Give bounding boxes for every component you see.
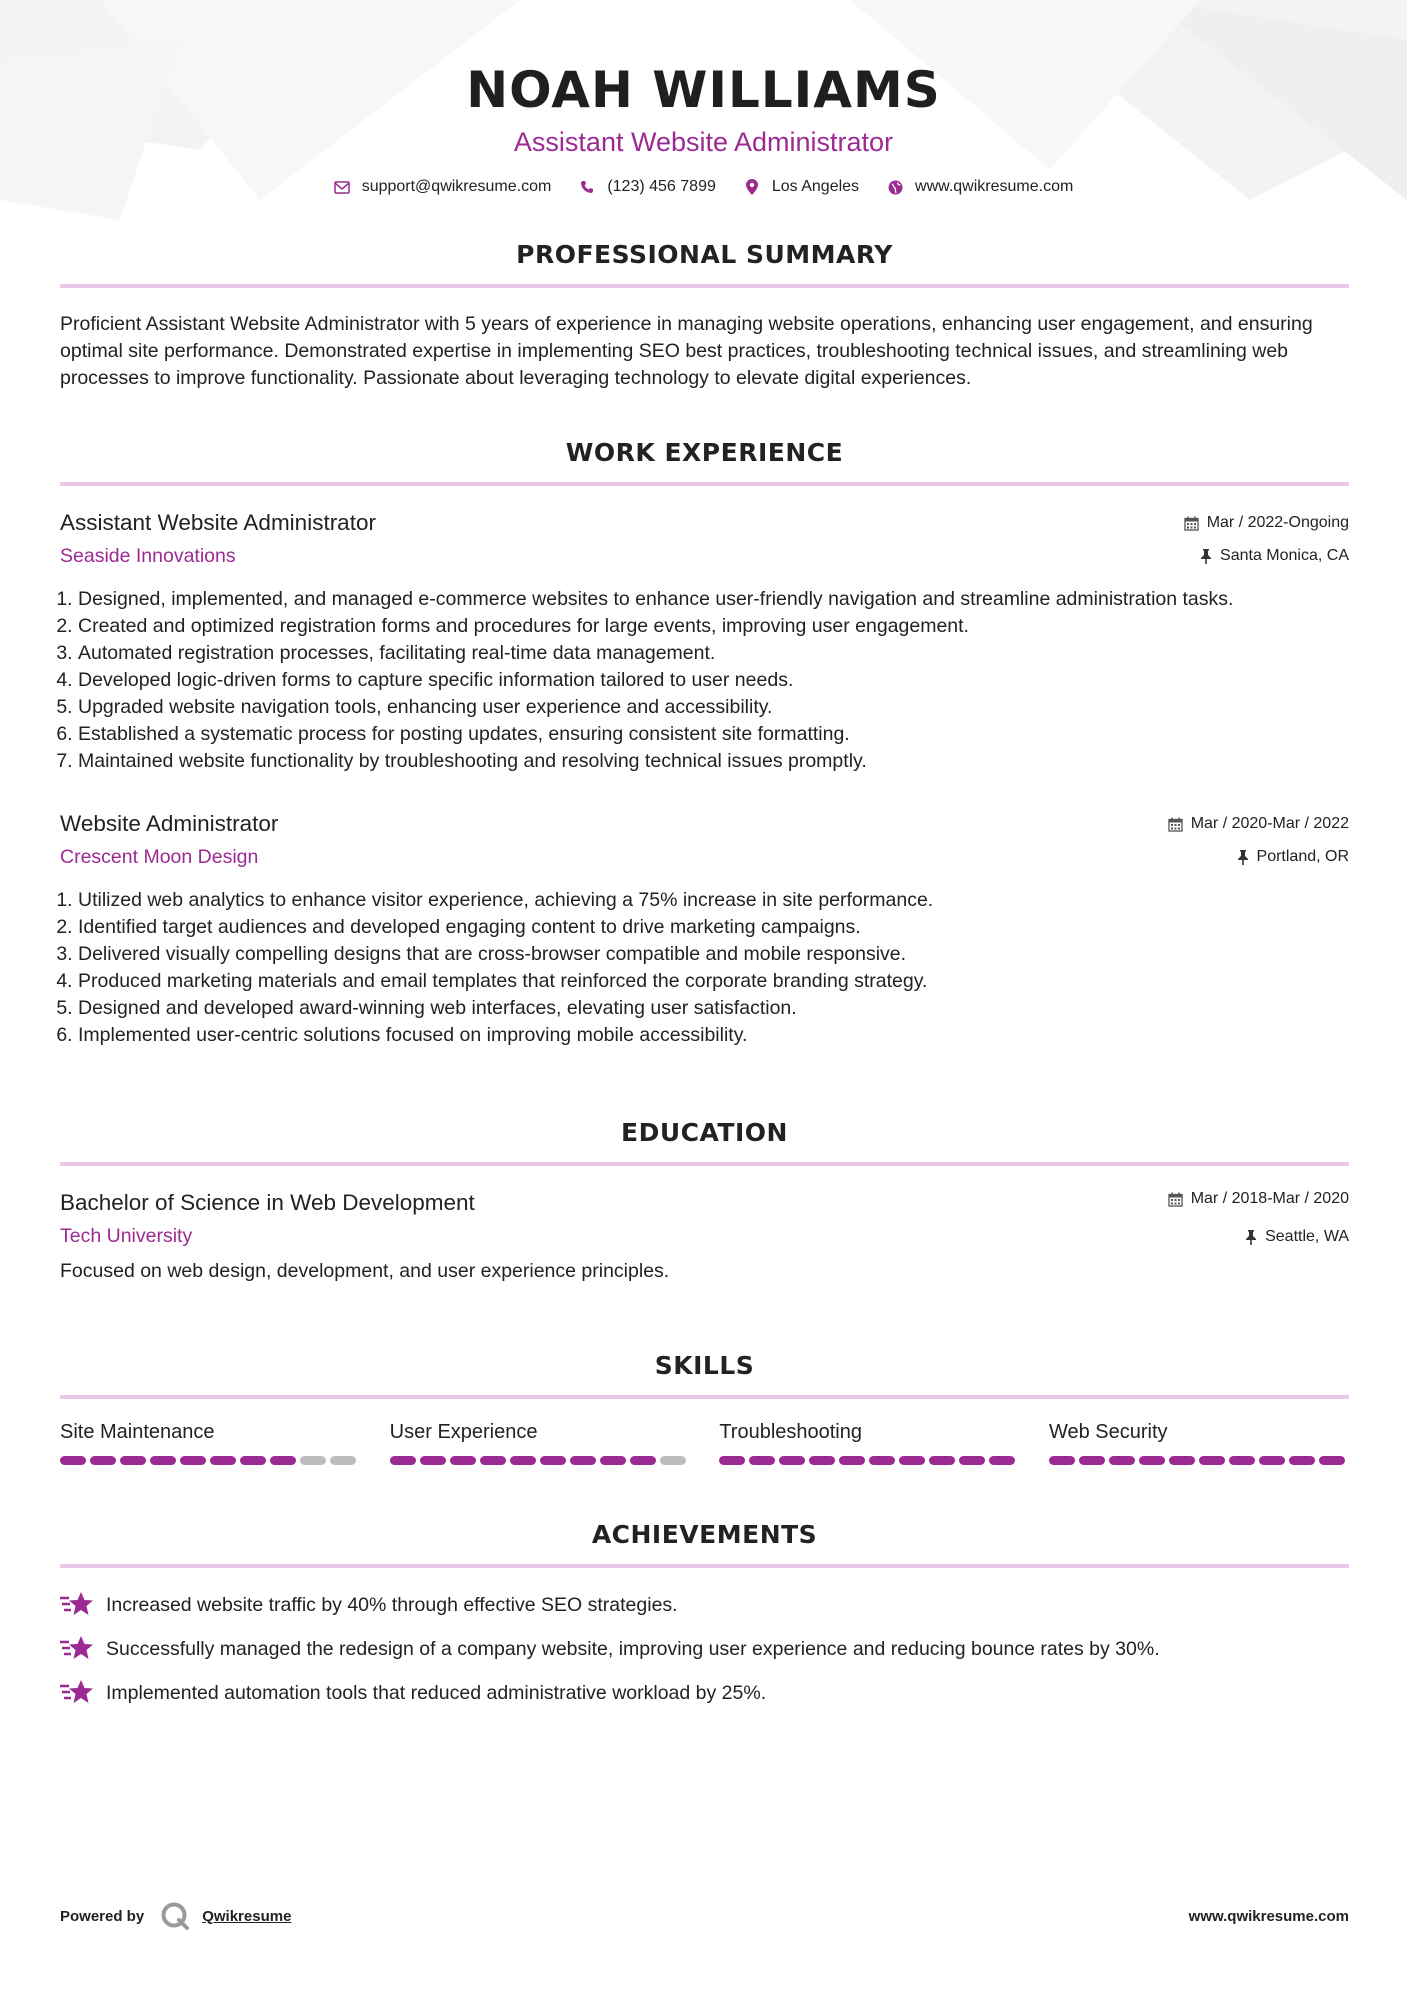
job-location-text: Santa Monica, CA [1220, 547, 1349, 564]
job-dates [1184, 514, 1349, 532]
skill-segment-filled [420, 1456, 446, 1465]
envelope-icon [334, 179, 350, 195]
section-title: WORK EXPERIENCE [565, 438, 844, 467]
job-dates-text: Mar / 2022-Ongoing [1206, 514, 1349, 531]
map-pin-icon [744, 179, 760, 195]
qwikresume-logo-icon [160, 1901, 190, 1931]
contact-bar [0, 178, 1407, 196]
globe-icon [887, 179, 903, 195]
education-dates-text: Mar / 2018-Mar / 2020 [1190, 1190, 1349, 1207]
skill-segment-filled [1229, 1456, 1255, 1465]
skill-segment-filled [1079, 1456, 1105, 1465]
skill-segment-filled [180, 1456, 206, 1465]
list-item: 2. Created and optimized registration forms and procedures for large events, improving user engagement. [78, 613, 1349, 640]
skill-segment-filled [1319, 1456, 1345, 1465]
summary-text: Proficient Assistant Website Administrator with 5 years of experience in managing website operations, enhancing user engagement, and ensuring optimal site performance. Demonstrated expertise in implementing SEO best practices, troubleshooting technical issues, and streamlining web processes to improve functionality. Passionate about leveraging technology to elevate digital experiences. [60, 313, 1313, 389]
achievement-text: Increased website traffic by 40% through effective SEO strategies. [106, 1593, 678, 1616]
job-dates-text: Mar / 2020-Mar / 2022 [1190, 815, 1349, 832]
list-item: 5. Designed and developed award-winning web interfaces, elevating user satisfaction. [78, 995, 1349, 1022]
footer-branding [60, 1901, 291, 1931]
skill-segment-filled [719, 1456, 745, 1465]
website-text: www.qwikresume.com [915, 178, 1074, 195]
section-divider [60, 482, 1349, 486]
list-item: 1. Designed, implemented, and managed e-commerce websites to enhance user-friendly navigation and streamline administration tasks. [78, 586, 1349, 613]
pushpin-icon [1237, 850, 1249, 865]
list-item: 3. Delivered visually compelling designs that are cross-browser compatible and mobile responsive. [78, 941, 1349, 968]
calendar-icon [1168, 1192, 1183, 1207]
section-education-heading [60, 1116, 1349, 1166]
education-dates [1168, 1190, 1349, 1208]
skill-name: Web Security [1048, 1421, 1168, 1443]
education-school: Tech University [60, 1225, 193, 1247]
job-entry [60, 508, 1349, 775]
skill-segment-filled [869, 1456, 895, 1465]
skill-segment-filled [480, 1456, 506, 1465]
job-role: Website Administrator [60, 811, 279, 836]
calendar-icon [1184, 516, 1199, 531]
skill-level-bar [1049, 1456, 1349, 1465]
skill-segment-filled [1169, 1456, 1195, 1465]
achievement-item [60, 1671, 1350, 1715]
shooting-star-icon [60, 1634, 94, 1664]
section-title: PROFESSIONAL SUMMARY [516, 240, 893, 269]
candidate-title: Assistant Website Administrator [513, 127, 894, 157]
skill-segment-filled [120, 1456, 146, 1465]
footer-website-link[interactable]: www.qwikresume.com [1188, 1907, 1349, 1925]
resume-header [0, 58, 1407, 196]
section-experience-heading [60, 436, 1349, 486]
skill-segment-filled [270, 1456, 296, 1465]
skill-segment-filled [210, 1456, 236, 1465]
skill-segment-filled [749, 1456, 775, 1465]
skill-segment-filled [1199, 1456, 1225, 1465]
skill-segment-filled [60, 1456, 86, 1465]
candidate-name: NOAH WILLIAMS [466, 61, 941, 119]
skill-segment-filled [1139, 1456, 1165, 1465]
skill-segment-filled [1289, 1456, 1315, 1465]
education-location [1245, 1228, 1349, 1246]
skill-segment-filled [839, 1456, 865, 1465]
skill-segment-empty [300, 1456, 326, 1465]
skill-name: Site Maintenance [60, 1421, 215, 1443]
list-item: 7. Maintained website functionality by troubleshooting and resolving technical issues promptly. [78, 748, 1349, 775]
skill-level-bar [60, 1456, 360, 1465]
skill-segment-filled [150, 1456, 176, 1465]
list-item: 4. Developed logic-driven forms to capture specific information tailored to user needs. [78, 667, 1349, 694]
skill-segment-filled [989, 1456, 1015, 1465]
skill-segment-filled [240, 1456, 266, 1465]
skill-level-bar [719, 1456, 1019, 1465]
skill-item [60, 1418, 360, 1465]
location-text: Los Angeles [771, 178, 860, 195]
skill-segment-filled [630, 1456, 656, 1465]
skill-level-bar [390, 1456, 690, 1465]
skill-segment-filled [510, 1456, 536, 1465]
achievement-text: Implemented automation tools that reduced administrative workload by 25%. [106, 1681, 767, 1704]
job-role: Assistant Website Administrator [60, 510, 376, 535]
skill-segment-filled [540, 1456, 566, 1465]
list-item: 3. Automated registration processes, facilitating real-time data management. [78, 640, 1349, 667]
qwikresume-link[interactable]: Qwikresume [202, 1907, 292, 1925]
skill-name: Troubleshooting [719, 1421, 862, 1443]
section-divider [60, 1564, 1349, 1568]
job-location [1237, 848, 1349, 866]
skill-segment-filled [1049, 1456, 1075, 1465]
powered-by-label: Powered by [60, 1907, 145, 1925]
pushpin-icon [1245, 1230, 1257, 1245]
job-location [1200, 547, 1349, 565]
calendar-icon [1168, 817, 1183, 832]
job-company: Seaside Innovations [60, 545, 236, 567]
job-bullets [60, 887, 1349, 1049]
job-bullets [60, 586, 1349, 775]
skill-segment-filled [570, 1456, 596, 1465]
list-item: 2. Identified target audiences and developed engaging content to drive marketing campaigns. [78, 914, 1349, 941]
section-title: SKILLS [654, 1351, 755, 1380]
skill-name: User Experience [389, 1421, 538, 1443]
skill-segment-empty [660, 1456, 686, 1465]
phone-icon [579, 179, 595, 195]
skill-segment-filled [450, 1456, 476, 1465]
skill-segment-filled [390, 1456, 416, 1465]
skill-segment-filled [1109, 1456, 1135, 1465]
education-entry [60, 1188, 1349, 1285]
skill-segment-filled [779, 1456, 805, 1465]
list-item: 1. Utilized web analytics to enhance visitor experience, achieving a 75% increase in site performance. [78, 887, 1349, 914]
skill-segment-empty [330, 1456, 356, 1465]
achievement-item [60, 1583, 1350, 1627]
section-skills-heading [60, 1349, 1349, 1399]
achievements-list [60, 1583, 1350, 1715]
list-item: 5. Upgraded website navigation tools, enhancing user experience and accessibility. [78, 694, 1349, 721]
contact-phone[interactable] [579, 178, 716, 196]
job-dates [1168, 815, 1349, 833]
list-item: 4. Produced marketing materials and email templates that reinforced the corporate branding strategy. [78, 968, 1349, 995]
skill-segment-filled [809, 1456, 835, 1465]
pushpin-icon [1200, 549, 1212, 564]
shooting-star-icon [60, 1590, 94, 1620]
section-divider [60, 1395, 1349, 1399]
skill-item [1049, 1418, 1349, 1465]
section-summary-heading [60, 238, 1349, 288]
skill-segment-filled [1259, 1456, 1285, 1465]
skill-segment-filled [959, 1456, 985, 1465]
job-entry [60, 809, 1349, 1049]
shooting-star-icon [60, 1678, 94, 1708]
section-title: EDUCATION [621, 1118, 788, 1147]
skill-item [390, 1418, 690, 1465]
contact-website[interactable] [887, 178, 1073, 196]
section-title: ACHIEVEMENTS [591, 1520, 818, 1549]
education-location-text: Seattle, WA [1265, 1228, 1349, 1245]
skill-segment-filled [90, 1456, 116, 1465]
job-company: Crescent Moon Design [60, 846, 259, 868]
list-item: 6. Implemented user-centric solutions focused on improving mobile accessibility. [78, 1022, 1349, 1049]
contact-location [744, 178, 859, 196]
skill-segment-filled [929, 1456, 955, 1465]
education-degree: Bachelor of Science in Web Development [60, 1190, 475, 1215]
skill-segment-filled [600, 1456, 626, 1465]
skills-grid [60, 1418, 1349, 1465]
phone-text: (123) 456 7899 [607, 178, 716, 195]
list-item: 6. Established a systematic process for posting updates, ensuring consistent site formatting. [78, 721, 1349, 748]
contact-email[interactable] [334, 178, 552, 196]
achievement-item [60, 1627, 1350, 1671]
section-divider [60, 284, 1349, 288]
section-divider [60, 1162, 1349, 1166]
page-footer [60, 1896, 1349, 1936]
achievement-text: Successfully managed the redesign of a company website, improving user experience and reducing bounce rates by 30%. [106, 1637, 1160, 1660]
job-location-text: Portland, OR [1256, 848, 1349, 865]
skill-segment-filled [899, 1456, 925, 1465]
section-achievements-heading [60, 1518, 1349, 1568]
skill-item [719, 1418, 1019, 1465]
education-description: Focused on web design, development, and user experience principles. [60, 1260, 670, 1282]
email-text: support@qwikresume.com [361, 178, 552, 195]
